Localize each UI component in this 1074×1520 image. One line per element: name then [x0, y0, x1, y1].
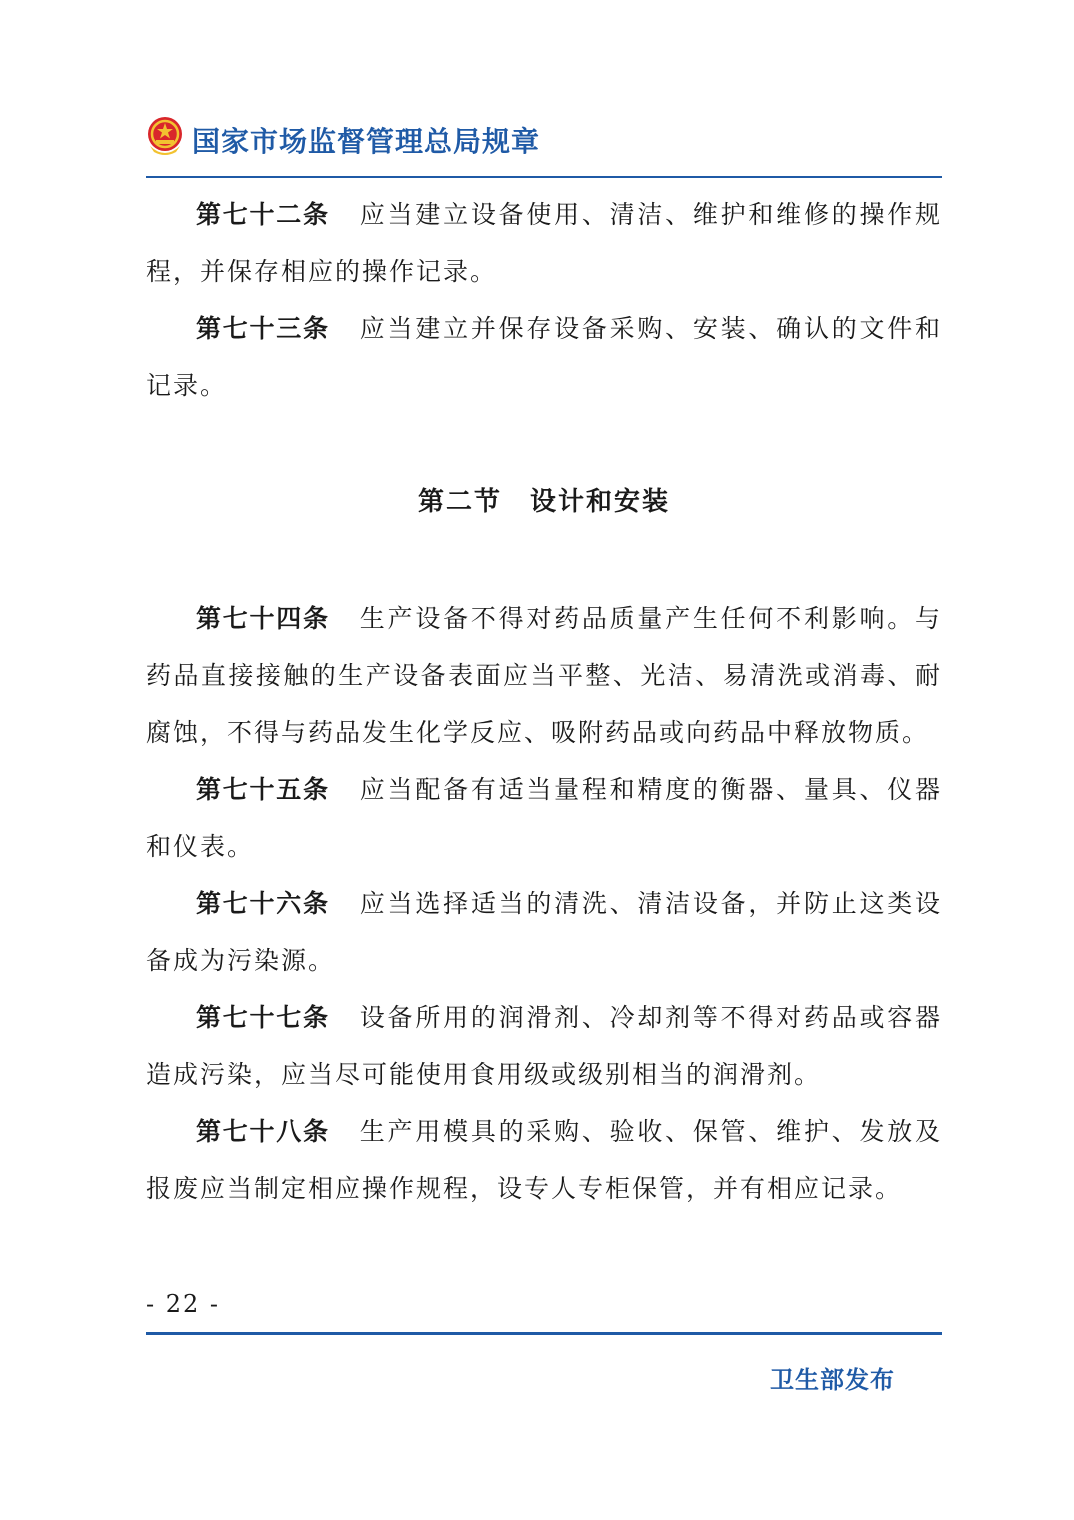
- article-text: 生产设备不得对药品质量产生任何不利影响。与药品直接接触的生产设备表面应当平整、光洁、易清洗或消毒、耐腐蚀，不得与药品发生化学反应、吸附药品或向药品中释放物质。: [146, 604, 942, 747]
- article-label: 第七十六条: [196, 889, 330, 918]
- footer-divider: [146, 1332, 942, 1335]
- publisher-label: 卫生部发布: [770, 1366, 895, 1394]
- article-text: 应当选择适当的清洗、清洁设备，并防止这类设备成为污染源。: [146, 889, 942, 975]
- article-label: 第七十八条: [196, 1117, 330, 1146]
- header-divider: [146, 176, 942, 178]
- article-paragraph: [146, 1103, 942, 1217]
- article-paragraph: [146, 989, 942, 1103]
- article-text: 生产用模具的采购、验收、保管、维护、发放及报废应当制定相应操作规程，设专人专柜保管，并有相应记录。: [146, 1117, 942, 1203]
- article-label: 第七十三条: [196, 314, 330, 343]
- header-title: 国家市场监督管理总局规章: [192, 125, 541, 158]
- article-label: 第七十七条: [196, 1003, 330, 1032]
- page-header: [146, 112, 942, 178]
- article-text: 应当建立设备使用、清洁、维护和维修的操作规程，并保存相应的操作记录。: [146, 200, 942, 286]
- section-title: 第二节 设计和安装: [417, 487, 670, 517]
- article-paragraph: [146, 300, 942, 414]
- article-label: 第七十二条: [196, 200, 330, 229]
- article-label: 第七十五条: [196, 775, 330, 804]
- article-paragraph: [146, 590, 942, 761]
- article-label: 第七十四条: [196, 604, 330, 633]
- article-text: 应当配备有适当量程和精度的衡器、量具、仪器和仪表。: [146, 775, 942, 861]
- article-text: 应当建立并保存设备采购、安装、确认的文件和记录。: [146, 314, 942, 400]
- article-paragraph: [146, 875, 942, 989]
- page-number: - 22 -: [146, 1290, 221, 1318]
- document-body: [146, 186, 942, 1217]
- national-emblem-icon: [146, 116, 184, 158]
- article-paragraph: [146, 186, 942, 300]
- article-text: 设备所用的润滑剂、冷却剂等不得对药品或容器造成污染，应当尽可能使用食用级或级别相当的润滑剂。: [146, 1003, 942, 1089]
- article-paragraph: [146, 761, 942, 875]
